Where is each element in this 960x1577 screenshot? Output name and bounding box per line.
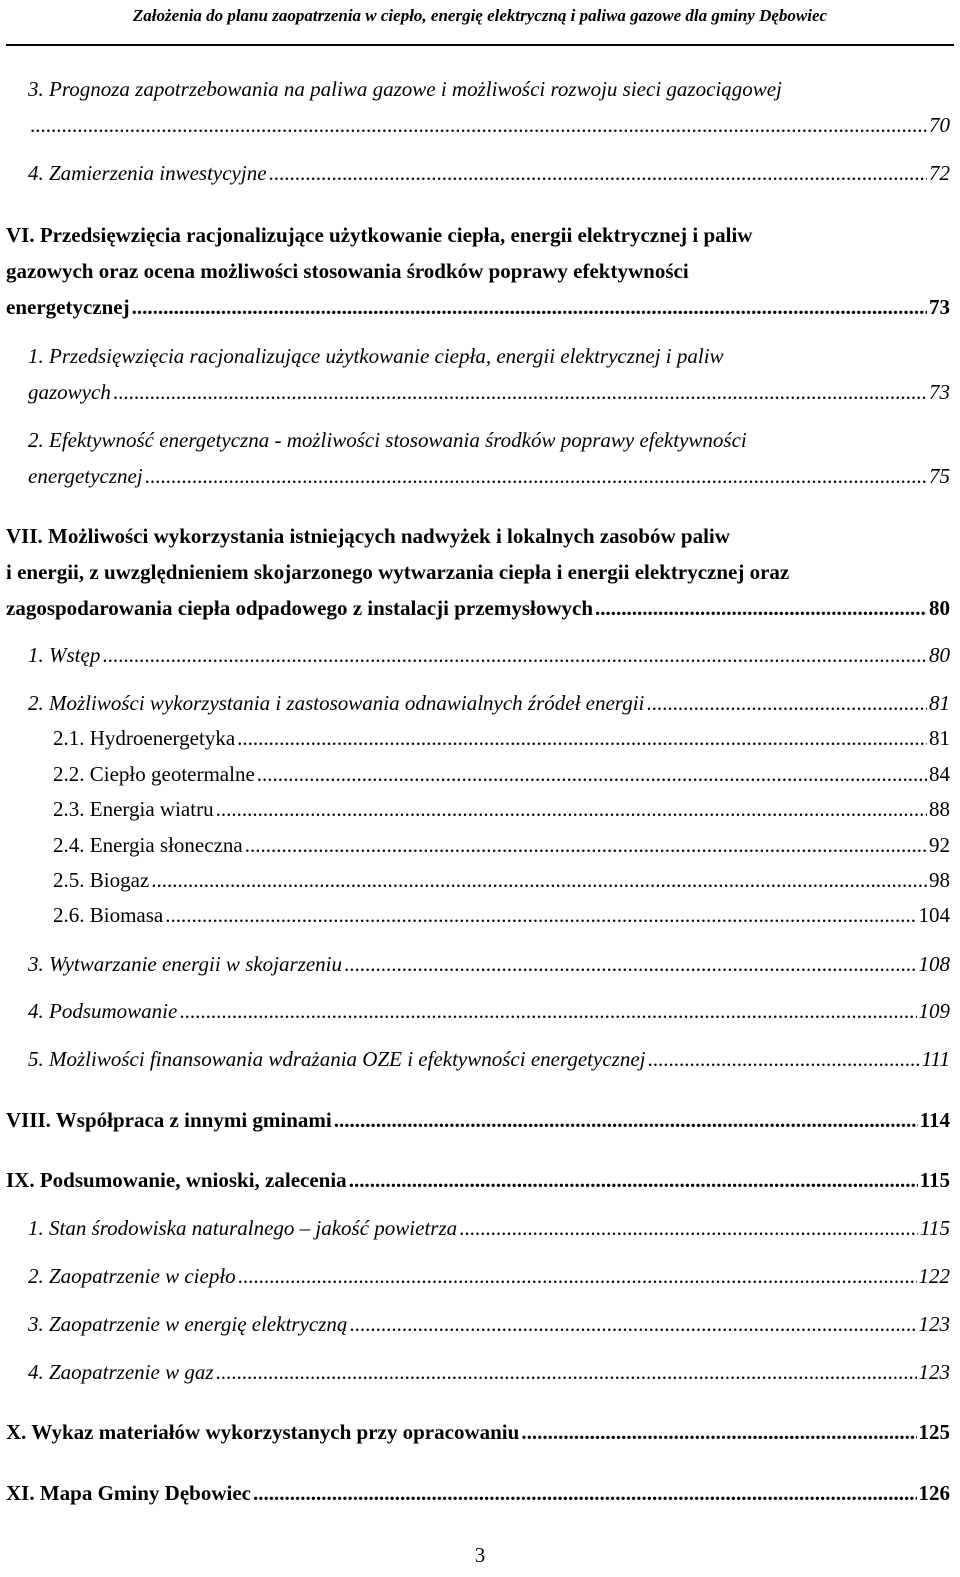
page-number: 3 [474, 1543, 486, 1567]
toc-entry[interactable] [0, 637, 960, 673]
toc-leader-dots [253, 1475, 917, 1511]
toc-entry-title-cont: zagospodarowania ciepła odpadowego z instalacji przemysłowych [6, 596, 594, 620]
toc-subentry[interactable] [0, 756, 960, 792]
toc-page-number: 126 [918, 1481, 950, 1505]
toc-entry[interactable] [0, 1306, 960, 1342]
toc-page-number: 80 [929, 643, 950, 667]
toc-chapter-entry[interactable] [0, 217, 960, 325]
toc-entry[interactable] [0, 1210, 960, 1246]
toc-entry-title: 2.5. Biogaz [53, 868, 150, 892]
toc-page-number: 115 [920, 1216, 950, 1240]
toc-leader-dots [459, 1210, 918, 1246]
toc-page-number: 111 [921, 1047, 950, 1071]
toc-page-number: 73 [929, 295, 950, 319]
toc-entry-title: 2.2. Ciepło geotermalne [53, 762, 255, 786]
toc-entry[interactable] [0, 993, 960, 1029]
toc-leader-dots [216, 1354, 917, 1390]
toc-chapter-entry[interactable] [0, 518, 960, 626]
toc-leader-dots [349, 1162, 918, 1198]
toc-leader-dots [595, 590, 927, 626]
toc-chapter-entry[interactable] [0, 1102, 960, 1138]
toc-entry[interactable] [0, 1041, 960, 1077]
toc-page-number: 72 [929, 161, 950, 185]
toc-subentry[interactable] [0, 791, 960, 827]
toc-entry-title: VIII. Współpraca z innymi gminami [6, 1108, 332, 1132]
toc-page-number: 73 [929, 380, 950, 404]
toc-entry-title: 1. Przedsięwzięcia racjonalizujące użytkowanie ciepła, energii elektrycznej i paliw [28, 344, 724, 368]
toc-entry-title: 5. Możliwości finansowania wdrażania OZE i efektywności energetycznej [28, 1047, 646, 1071]
toc-leader-dots [30, 107, 927, 143]
toc-page-number: 81 [929, 726, 950, 750]
toc-page-number: 84 [929, 762, 950, 786]
toc-entry-title: X. Wykaz materiałów wykorzystanych przy opracowaniu [6, 1420, 520, 1444]
toc-leader-dots [102, 637, 927, 673]
toc-entry-title: VI. Przedsięwzięcia racjonalizujące użytkowanie ciepła, energii elektrycznej i paliw [6, 223, 753, 247]
toc-entry[interactable] [0, 422, 960, 494]
toc-leader-dots [165, 897, 916, 933]
toc-leader-dots [349, 1306, 916, 1342]
toc-entry-title: 2.6. Biomasa [53, 903, 164, 927]
toc-entry-title-cont: energetycznej [28, 464, 143, 488]
toc-leader-dots [238, 1258, 917, 1294]
toc-entry-title: 4. Zaopatrzenie w gaz [28, 1360, 214, 1384]
toc-entry[interactable] [0, 155, 960, 191]
toc-leader-dots [648, 1041, 920, 1077]
toc-page-number: 98 [929, 868, 950, 892]
toc-chapter-entry[interactable] [0, 1475, 960, 1511]
toc-entry-title: 3. Wytwarzanie energii w skojarzeniu [28, 952, 343, 976]
toc-page-number: 115 [919, 1168, 950, 1192]
toc-entry-title-cont: i energii, z uwzględnieniem skojarzonego wytwarzania ciepła i energii elektrycznej oraz [6, 560, 790, 584]
toc-entry-title: 3. Prognoza zapotrzebowania na paliwa gazowe i możliwości rozwoju sieci gazociągowej [28, 77, 782, 101]
toc-entry-title-cont: energetycznej [6, 295, 130, 319]
toc-page-number: 80 [929, 596, 950, 620]
toc-entry-title: 4. Podsumowanie [28, 999, 178, 1023]
toc-entry-title-cont: gazowych [28, 380, 111, 404]
toc-leader-dots [216, 791, 927, 827]
toc-entry-title: 2.3. Energia wiatru [53, 797, 214, 821]
toc-leader-dots [257, 756, 927, 792]
toc-entry-title-cont: gazowych oraz ocena możliwości stosowania środków poprawy efektywności [6, 259, 689, 283]
toc-page-number: 123 [918, 1360, 950, 1384]
toc-entry[interactable] [0, 1258, 960, 1294]
toc-leader-dots [237, 720, 927, 756]
toc-subentry[interactable] [0, 862, 960, 898]
toc-entry-title: 1. Wstęp [28, 643, 101, 667]
toc-page-number: 123 [918, 1312, 950, 1336]
toc-entry[interactable] [0, 338, 960, 410]
toc-leader-dots [334, 1102, 918, 1138]
toc-page-number: 122 [918, 1264, 950, 1288]
toc-page-number: 75 [929, 464, 950, 488]
toc-chapter-entry[interactable] [0, 1414, 960, 1450]
toc-entry-title: 2. Zaopatrzenie w ciepło [28, 1264, 236, 1288]
toc-entry[interactable] [0, 946, 960, 982]
toc-entry-title: 2.4. Energia słoneczna [53, 833, 243, 857]
toc-entry[interactable] [0, 1354, 960, 1390]
toc-page-number: 81 [929, 691, 950, 715]
toc-entry-title: 2. Efektywność energetyczna - możliwości stosowania środków poprawy efektywności [28, 428, 747, 452]
toc-entry-title: IX. Podsumowanie, wnioski, zalecenia [6, 1168, 347, 1192]
toc-entry-title: 1. Stan środowiska naturalnego – jakość powietrza [28, 1216, 458, 1240]
toc-entry-title: 2.1. Hydroenergetyka [53, 726, 236, 750]
toc-leader-dots [245, 827, 927, 863]
toc-leader-dots [521, 1414, 916, 1450]
toc-entry[interactable] [0, 71, 960, 143]
toc-leader-dots [151, 862, 927, 898]
toc-leader-dots [179, 993, 916, 1029]
toc-subentry[interactable] [0, 827, 960, 863]
toc-page-number: 104 [918, 903, 950, 927]
toc-leader-dots [132, 289, 927, 325]
toc-page-number: 108 [918, 952, 950, 976]
toc-page-number: 88 [929, 797, 950, 821]
toc-entry-title: XI. Mapa Gminy Dębowiec [6, 1481, 251, 1505]
toc-leader-dots [344, 946, 916, 982]
toc-entry-title: 2. Możliwości wykorzystania i zastosowania odnawialnych źródeł energii [28, 691, 645, 715]
toc-page-number: 92 [929, 833, 950, 857]
toc-leader-dots [269, 155, 927, 191]
toc-page-number: 109 [918, 999, 950, 1023]
toc-leader-dots [646, 685, 927, 721]
toc-page-number: 114 [919, 1108, 950, 1132]
toc-entry[interactable] [0, 685, 960, 721]
toc-entry-title: 3. Zaopatrzenie w energię elektryczną [28, 1312, 348, 1336]
toc-subentry[interactable] [0, 897, 960, 933]
toc-page-number: 125 [918, 1420, 950, 1444]
toc-chapter-entry[interactable] [0, 1162, 960, 1198]
toc-entry-title: 4. Zamierzenia inwestycyjne [28, 161, 267, 185]
toc-leader-dots [145, 458, 927, 494]
toc-subentry[interactable] [0, 720, 960, 756]
toc-leader-dots [113, 374, 927, 410]
toc-entry-title: VII. Możliwości wykorzystania istniejących nadwyżek i lokalnych zasobów paliw [6, 524, 730, 548]
toc-page-number: 70 [929, 113, 950, 137]
document-header: Założenia do planu zaopatrzenia w ciepło, energię elektryczną i paliwa gazowe dla gminy Dębowiec [132, 6, 828, 25]
